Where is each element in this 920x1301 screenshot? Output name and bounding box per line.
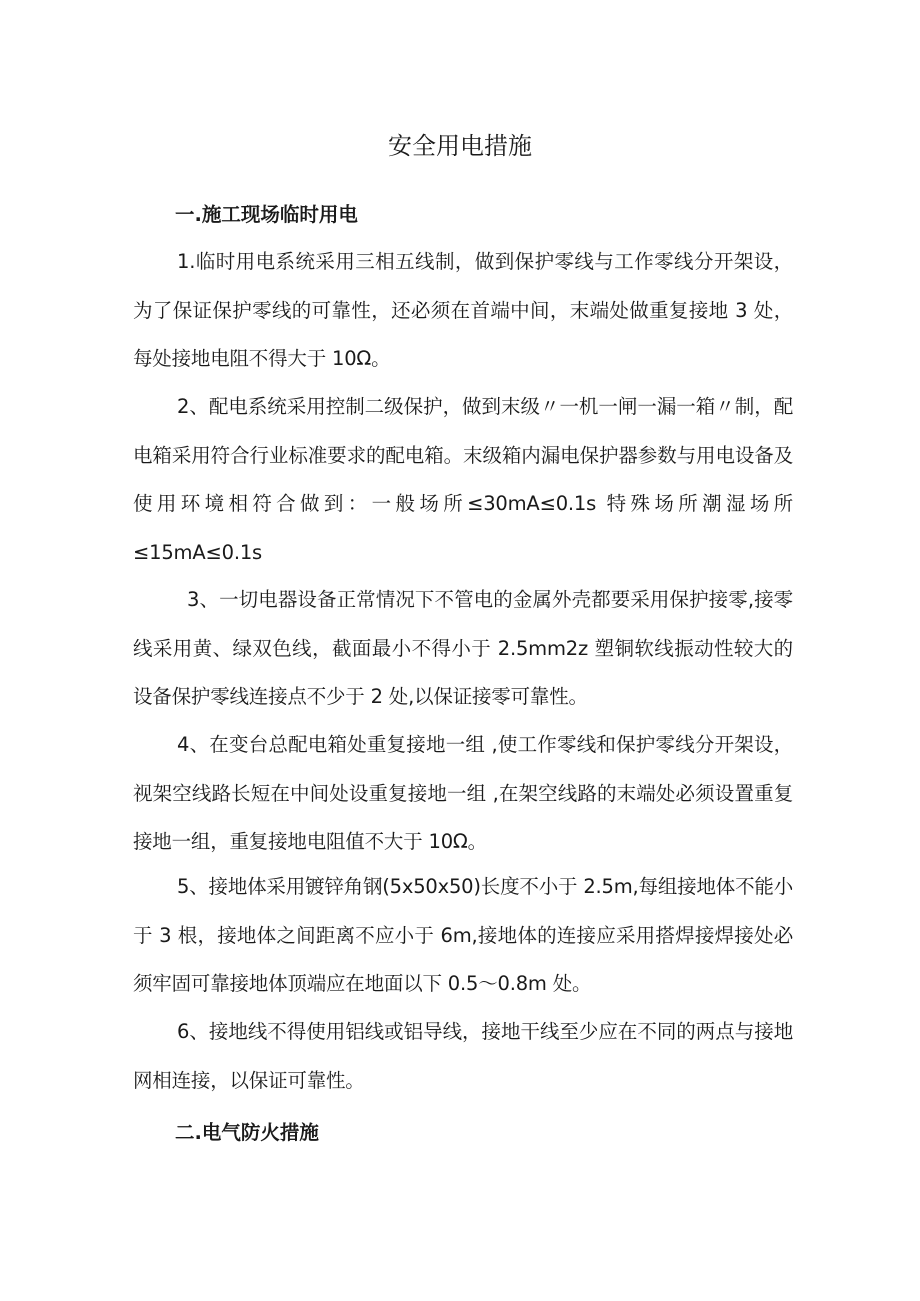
paragraph-item-5 <box>133 863 793 1009</box>
paragraph-item-1-text: 1.临时用电系统采用三相五线制，做到保护零线与工作零线分开架设，为了保证保护零线的可靠性，还必须在首端中间，末端处做重复接地 3 处，每处接地电阻不得大于 10Ω。 <box>133 250 793 370</box>
paragraph-item-4-text: 4、在变台总配电箱处重复接地一组 ,使工作零线和保护零线分开架设，视架空线路长短在中间处设重复接地一组 ,在架空线路的末端处必须设置重复接地一组，重复接地电阻值不大于 10Ω。 <box>133 733 793 853</box>
paragraph-item-6 <box>133 1008 793 1105</box>
section-heading-fire-prevention: 二.电气防火措施 <box>175 1121 319 1144</box>
section-heading-temporary-power: 一.施工现场临时用电 <box>175 203 358 226</box>
paragraph-item-6-text: 6、接地线不得使用铝线或铝导线，接地干线至少应在不同的两点与接地网相连接，以保证可靠性。 <box>133 1020 793 1092</box>
paragraph-item-5-text: 5、接地体采用镀锌角钢(5x50x50)长度不小于 2.5m,每组接地体不能小于 3 根，接地体之间距离不应小于 6m,接地体的连接应采用搭焊接焊接处必须牢固可靠接地体顶端应在地面以下 0.5〜0.8m 处。 <box>133 875 793 995</box>
paragraph-item-2-text: 2、配电系统采用控制二级保护，做到末级〃一机一闸一漏一箱〃制，配电箱采用符合行业标准要求的配电箱。末级箱内漏电保护器参数与用电设备及使用环境相符合做到：一般场所≤30mA≤0.1s 特殊场所潮湿场所≤15mA≤0.1s <box>133 395 793 564</box>
paragraph-item-1 <box>133 238 793 384</box>
paragraph-item-3-text: 3、一切电器设备正常情况下不管电的金属外壳都要采用保护接零,接零线采用黄、绿双色线，截面最小不得小于 2.5mm2z 塑铜软线振动性较大的设备保护零线连接点不少于 2 处,以保证接零可靠性。 <box>133 588 793 708</box>
paragraph-item-2 <box>133 383 793 577</box>
paragraph-item-4 <box>133 721 793 867</box>
document-title: 安全用电措施 <box>388 132 532 160</box>
paragraph-item-3 <box>133 576 793 722</box>
